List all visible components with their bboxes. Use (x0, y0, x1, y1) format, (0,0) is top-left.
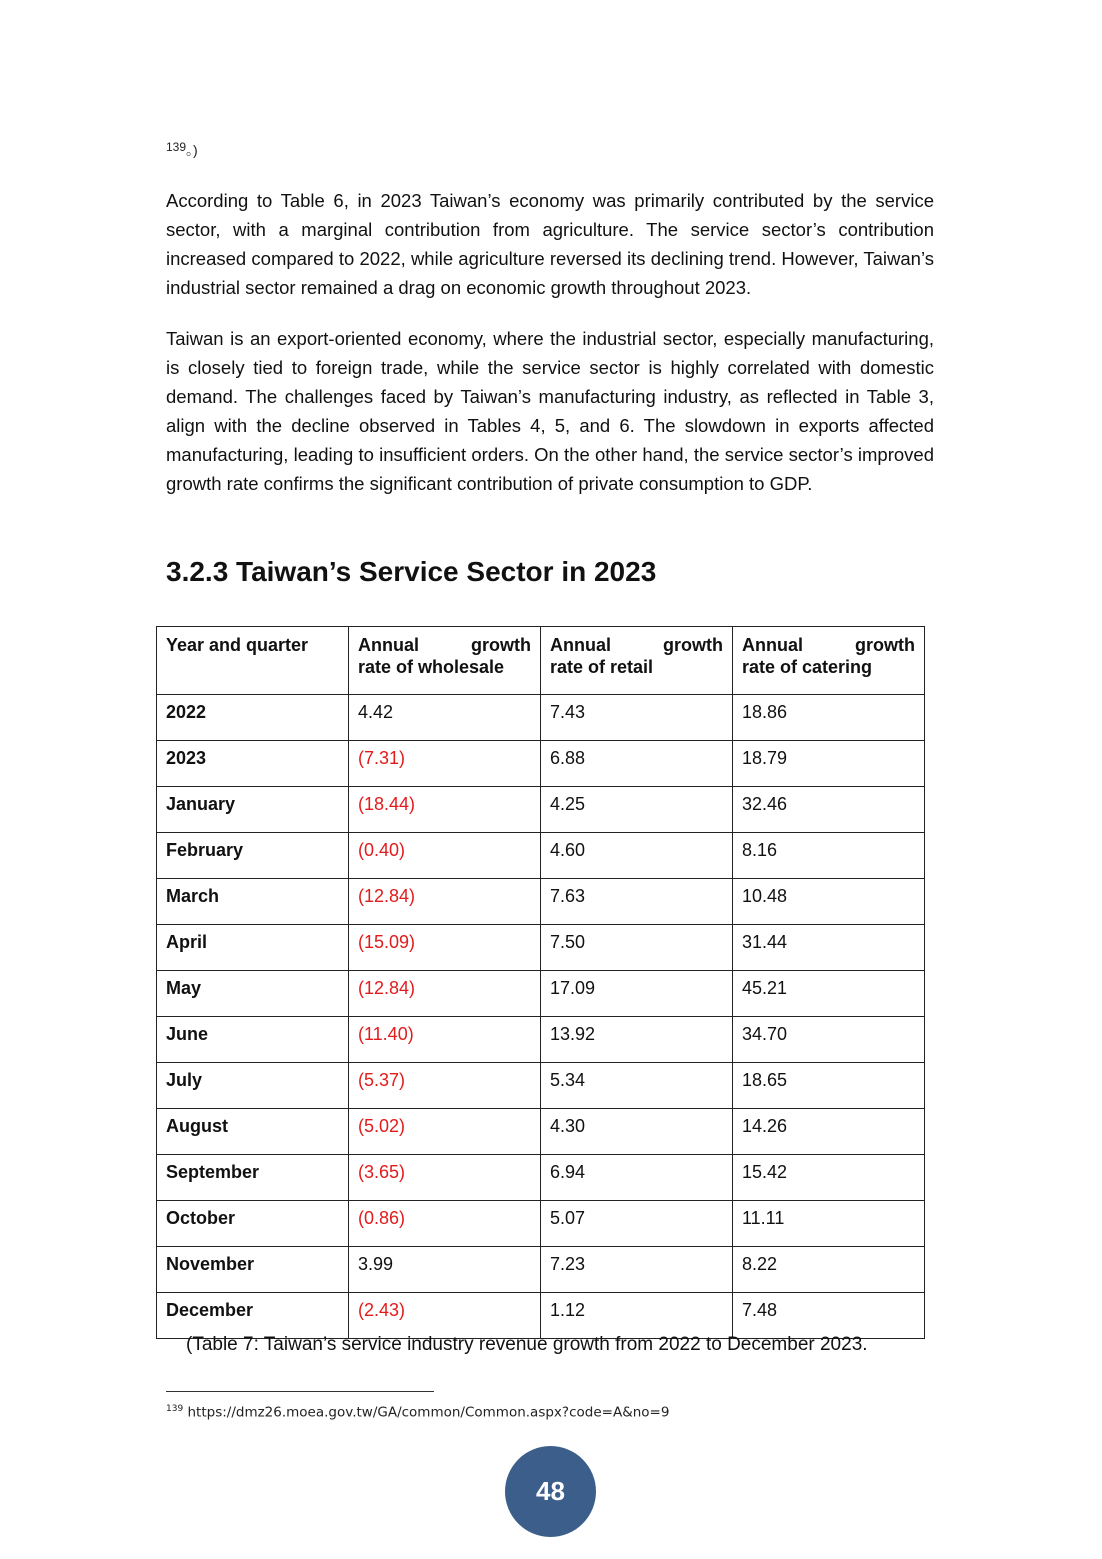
service-sector-table (156, 626, 925, 1339)
cell-retail: 4.25 (541, 787, 733, 833)
table-row (157, 741, 925, 787)
cell-wholesale: (15.09) (349, 925, 541, 971)
cell-wholesale: (11.40) (349, 1017, 541, 1063)
header-wholesale (349, 627, 541, 695)
cell-retail: 1.12 (541, 1293, 733, 1339)
table-row (157, 1293, 925, 1339)
cell-retail: 6.88 (541, 741, 733, 787)
cell-catering: 10.48 (733, 879, 925, 925)
cell-period: August (157, 1109, 349, 1155)
table-header-row (157, 627, 925, 695)
cell-retail: 6.94 (541, 1155, 733, 1201)
cell-wholesale: (18.44) (349, 787, 541, 833)
cell-period: July (157, 1063, 349, 1109)
footnote-marker-tail: 。) (186, 142, 198, 158)
table-row (157, 833, 925, 879)
cell-wholesale: (7.31) (349, 741, 541, 787)
header-retail-line1: Annual growth (550, 635, 723, 655)
cell-catering: 7.48 (733, 1293, 925, 1339)
paragraph-export-economy: Taiwan is an export-oriented economy, where the industrial sector, especially manufacturing, is closely tied to foreign trade, while the service sector is highly correlated with domestic demand. The challenges faced by Taiwan’s manufacturing industry, as reflected in Table 3, align with the decline observed in Tables 4, 5, and 6. The slowdown in exports affected manufacturing, leading to insufficient orders. On the other hand, the service sector’s improved growth rate confirms the significant contribution of private consumption to GDP. (166, 328, 934, 494)
table-row (157, 1155, 925, 1201)
cell-period: June (157, 1017, 349, 1063)
footnote-number: 139 (166, 1404, 184, 1414)
cell-wholesale: (5.37) (349, 1063, 541, 1109)
cell-period: September (157, 1155, 349, 1201)
cell-period: January (157, 787, 349, 833)
cell-catering: 15.42 (733, 1155, 925, 1201)
table-row (157, 787, 925, 833)
cell-catering: 45.21 (733, 971, 925, 1017)
paragraph-table6-summary: According to Table 6, in 2023 Taiwan’s economy was primarily contributed by the service sector, with a marginal contribution from agriculture. The service sector’s contribution increased compared to 2022, while agriculture reversed its declining trend. However, Taiwan’s industrial sector remained a drag on economic growth throughout 2023. (166, 190, 934, 298)
header-retail (541, 627, 733, 695)
cell-period: December (157, 1293, 349, 1339)
cell-period: October (157, 1201, 349, 1247)
page-number-badge (505, 1446, 596, 1537)
table-row (157, 1063, 925, 1109)
table-row (157, 1017, 925, 1063)
cell-retail: 4.60 (541, 833, 733, 879)
cell-catering: 32.46 (733, 787, 925, 833)
header-catering (733, 627, 925, 695)
cell-wholesale: (5.02) (349, 1109, 541, 1155)
cell-retail: 5.34 (541, 1063, 733, 1109)
footnote-reference-line (166, 136, 198, 156)
page-number: 48 (536, 1476, 565, 1506)
cell-catering: 8.16 (733, 833, 925, 879)
cell-catering: 34.70 (733, 1017, 925, 1063)
header-period: Year and quarter (157, 627, 349, 695)
cell-retail: 7.43 (541, 695, 733, 741)
cell-retail: 17.09 (541, 971, 733, 1017)
cell-wholesale: (0.40) (349, 833, 541, 879)
cell-period: 2023 (157, 741, 349, 787)
cell-wholesale: 4.42 (349, 695, 541, 741)
cell-wholesale: (2.43) (349, 1293, 541, 1339)
header-retail-line2: rate of retail (550, 657, 654, 677)
table-row (157, 1109, 925, 1155)
cell-wholesale: (12.84) (349, 879, 541, 925)
table-row (157, 971, 925, 1017)
cell-retail: 7.23 (541, 1247, 733, 1293)
footnote (166, 1404, 669, 1421)
footnote-divider (166, 1391, 434, 1392)
header-wholesale-line1: Annual growth (358, 635, 531, 655)
header-catering-line1: Annual growth (742, 635, 915, 655)
cell-period: March (157, 879, 349, 925)
cell-wholesale: (3.65) (349, 1155, 541, 1201)
cell-retail: 7.63 (541, 879, 733, 925)
cell-catering: 31.44 (733, 925, 925, 971)
cell-retail: 13.92 (541, 1017, 733, 1063)
cell-catering: 14.26 (733, 1109, 925, 1155)
table-row (157, 1247, 925, 1293)
cell-wholesale: (12.84) (349, 971, 541, 1017)
footnote-marker: 139 (166, 140, 187, 154)
table-row (157, 1201, 925, 1247)
table-row (157, 925, 925, 971)
cell-catering: 18.65 (733, 1063, 925, 1109)
cell-catering: 18.86 (733, 695, 925, 741)
cell-catering: 11.11 (733, 1201, 925, 1247)
table-row (157, 695, 925, 741)
cell-period: February (157, 833, 349, 879)
cell-period: April (157, 925, 349, 971)
cell-retail: 5.07 (541, 1201, 733, 1247)
cell-catering: 8.22 (733, 1247, 925, 1293)
cell-catering: 18.79 (733, 741, 925, 787)
cell-wholesale: 3.99 (349, 1247, 541, 1293)
cell-period: November (157, 1247, 349, 1293)
cell-retail: 4.30 (541, 1109, 733, 1155)
cell-period: 2022 (157, 695, 349, 741)
header-catering-line2: rate of catering (742, 657, 873, 677)
cell-wholesale: (0.86) (349, 1201, 541, 1247)
cell-period: May (157, 971, 349, 1017)
header-wholesale-line2: rate of wholesale (358, 657, 505, 677)
section-heading: 3.2.3 Taiwan’s Service Sector in 2023 (166, 556, 657, 587)
table-row (157, 879, 925, 925)
table-caption: (Table 7: Taiwan’s service industry revenue growth from 2022 to December 2023. (186, 1334, 868, 1355)
footnote-url: https://dmz26.moea.gov.tw/GA/common/Common.aspx?code=A&no=9 (187, 1404, 670, 1421)
cell-retail: 7.50 (541, 925, 733, 971)
